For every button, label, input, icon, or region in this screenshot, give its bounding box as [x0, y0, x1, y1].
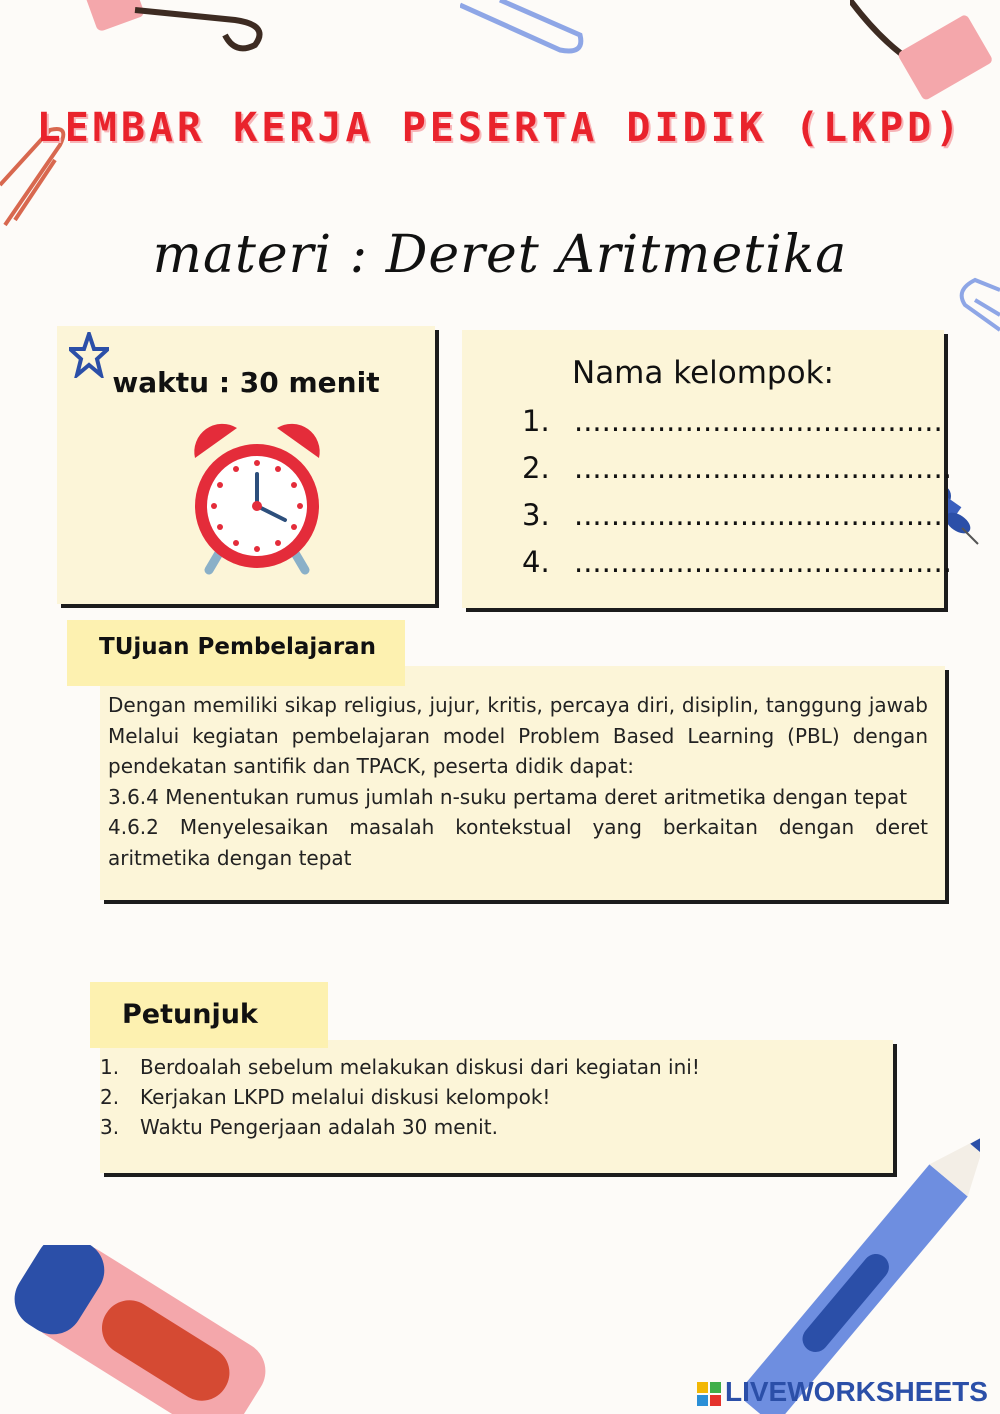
group-member-3[interactable]	[522, 498, 952, 545]
group-card	[462, 330, 952, 608]
learning-objectives-text	[108, 690, 928, 873]
instructions-heading: Petunjuk	[90, 982, 328, 1048]
time-label: waktu : 30 menit	[112, 366, 380, 399]
group-member-1[interactable]	[522, 404, 952, 451]
eraser-icon	[10, 1245, 270, 1414]
material-subtitle: materi : Deret Aritmetika	[152, 225, 848, 285]
answer-line: .........................................	[574, 545, 952, 579]
group-title: Nama kelompok:	[572, 355, 834, 391]
instruction-text: Waktu Pengerjaan adalah 30 menit.	[140, 1115, 498, 1139]
answer-line: ........................................	[574, 498, 943, 532]
learning-objectives-card	[100, 666, 945, 900]
liveworksheets-logo[interactable]	[697, 1376, 988, 1408]
logo-text: LIVEWORKSHEETS	[725, 1376, 988, 1407]
time-card	[57, 326, 435, 604]
objective-item: 4.6.2 Menyelesaikan masalah kontekstual yang berkaitan dengan deret aritmetika dengan tepat	[108, 815, 928, 870]
list-item	[100, 1112, 700, 1142]
logo-blocks-icon	[697, 1382, 721, 1406]
list-number: 2.	[522, 451, 550, 485]
list-number: 3.	[522, 498, 550, 532]
binder-clip-top-right	[850, 0, 1000, 115]
list-number: 2.	[100, 1085, 120, 1109]
instructions-card	[100, 1040, 893, 1173]
alarm-clock-icon	[187, 418, 327, 578]
list-number: 1.	[522, 404, 550, 438]
learning-objectives-heading: TUjuan Pembelajaran	[67, 620, 405, 686]
list-item	[100, 1082, 700, 1112]
instructions-list	[100, 1052, 700, 1142]
instruction-text: Kerjakan LKPD melalui diskusi kelompok!	[140, 1085, 551, 1109]
list-number: 1.	[100, 1055, 120, 1079]
list-number: 4.	[522, 545, 550, 579]
binder-clip-top-left	[85, 0, 275, 60]
paperclip-top	[460, 0, 590, 60]
objectives-intro: Dengan memiliki sikap religius, jujur, kritis, percaya diri, disiplin, tanggung jawab Melalui kegiatan pembelajaran model Problem Based Learning (PBL) dengan pendekatan santifik dan TPACK, peserta didik dapat:	[108, 693, 928, 778]
objective-item: 3.6.4 Menentukan rumus jumlah n-suku pertama deret aritmetika dengan tepat	[108, 784, 908, 809]
group-member-list	[522, 404, 952, 592]
answer-line: .........................................	[574, 451, 952, 485]
page-title: LEMBAR KERJA PESERTA DIDIK (LKPD)	[36, 105, 964, 151]
answer-line: ........................................	[574, 404, 943, 438]
instruction-text: Berdoalah sebelum melakukan diskusi dari kegiatan ini!	[140, 1055, 700, 1079]
group-member-2[interactable]	[522, 451, 952, 498]
list-number: 3.	[100, 1115, 120, 1139]
group-member-4[interactable]	[522, 545, 952, 592]
list-item	[100, 1052, 700, 1082]
